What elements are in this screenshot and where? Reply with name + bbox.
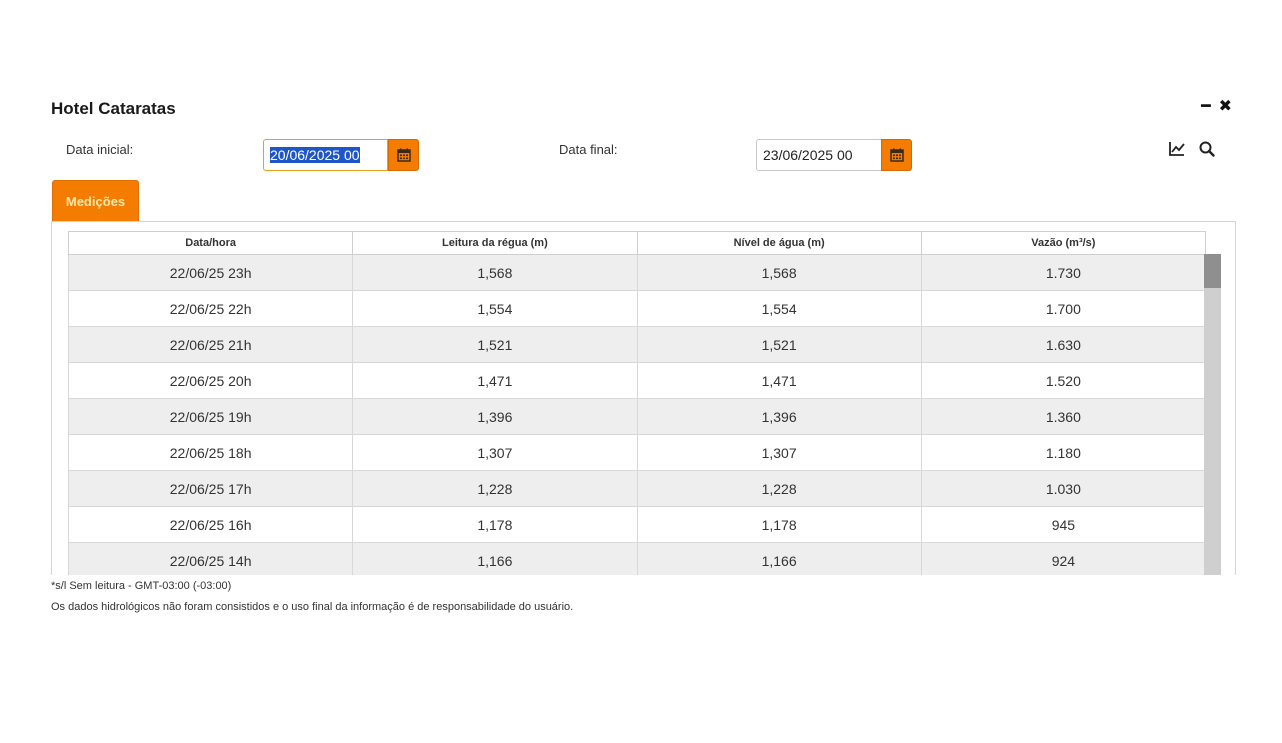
cell-flow: 1.180 [921,435,1205,471]
cell-water-level: 1,166 [637,543,921,576]
cell-water-level: 1,568 [637,255,921,291]
cell-gauge-reading: 1,554 [353,291,637,327]
cell-datetime: 22/06/25 20h [69,363,353,399]
cell-flow: 1.730 [921,255,1205,291]
cell-datetime: 22/06/25 23h [69,255,353,291]
table-row [69,399,1206,435]
cell-flow: 945 [921,507,1205,543]
measurements-panel [51,221,1236,575]
table-row [69,435,1206,471]
cell-gauge-reading: 1,396 [353,399,637,435]
cell-water-level: 1,178 [637,507,921,543]
calendar-icon [890,148,904,162]
cell-flow: 1.700 [921,291,1205,327]
table-row [69,471,1206,507]
table-scrollbar[interactable] [1204,254,1221,575]
table-row [69,255,1206,291]
table-row [69,291,1206,327]
cell-water-level: 1,471 [637,363,921,399]
table-header-row [69,232,1206,255]
start-date-value: 20/06/2025 00 [270,147,360,163]
cell-flow: 1.360 [921,399,1205,435]
cell-flow: 924 [921,543,1205,576]
footer-disclaimer: Os dados hidrológicos não foram consistidos e o uso final da informação é de responsabilidade do usuário. [51,601,574,613]
measurements-table-wrap [68,231,1206,575]
measurements-table [68,231,1206,575]
footer-note: *s/l Sem leitura - GMT-03:00 (-03:00) [51,580,232,592]
minimize-icon[interactable]: ━ [1201,98,1211,115]
cell-gauge-reading: 1,568 [353,255,637,291]
cell-water-level: 1,307 [637,435,921,471]
cell-gauge-reading: 1,228 [353,471,637,507]
end-date-label: Data final: [559,142,618,157]
table-row [69,507,1206,543]
cell-gauge-reading: 1,521 [353,327,637,363]
table-row [69,543,1206,576]
col-header-flow[interactable]: Vazão (m³/s) [921,232,1205,255]
close-icon[interactable]: ✖ [1218,98,1233,115]
cell-datetime: 22/06/25 21h [69,327,353,363]
cell-water-level: 1,396 [637,399,921,435]
table-row [69,327,1206,363]
cell-datetime: 22/06/25 18h [69,435,353,471]
cell-gauge-reading: 1,471 [353,363,637,399]
start-date-calendar-button[interactable] [388,139,419,171]
end-date-input[interactable] [756,139,882,171]
col-header-gauge-reading[interactable]: Leitura da régua (m) [353,232,637,255]
col-header-water-level[interactable]: Nível de água (m) [637,232,921,255]
start-date-label: Data inicial: [66,142,134,157]
cell-water-level: 1,521 [637,327,921,363]
cell-water-level: 1,228 [637,471,921,507]
start-date-input[interactable] [263,139,388,171]
table-body [69,255,1206,576]
cell-gauge-reading: 1,166 [353,543,637,576]
table-row [69,363,1206,399]
end-date-value: 23/06/2025 00 [763,147,853,163]
cell-flow: 1.520 [921,363,1205,399]
window-controls [1201,98,1232,116]
line-chart-icon[interactable] [1168,140,1186,158]
toolbar [1168,140,1216,158]
search-icon[interactable] [1198,140,1216,158]
cell-datetime: 22/06/25 14h [69,543,353,576]
scrollbar-thumb[interactable] [1204,254,1221,288]
cell-gauge-reading: 1,307 [353,435,637,471]
calendar-icon [397,148,411,162]
cell-water-level: 1,554 [637,291,921,327]
end-date-calendar-button[interactable] [881,139,912,171]
window-title: Hotel Cataratas [51,99,176,118]
cell-gauge-reading: 1,178 [353,507,637,543]
tab-medicoes[interactable]: Medições [52,180,139,222]
cell-datetime: 22/06/25 16h [69,507,353,543]
cell-flow: 1.030 [921,471,1205,507]
cell-flow: 1.630 [921,327,1205,363]
cell-datetime: 22/06/25 22h [69,291,353,327]
col-header-datetime[interactable]: Data/hora [69,232,353,255]
cell-datetime: 22/06/25 17h [69,471,353,507]
cell-datetime: 22/06/25 19h [69,399,353,435]
